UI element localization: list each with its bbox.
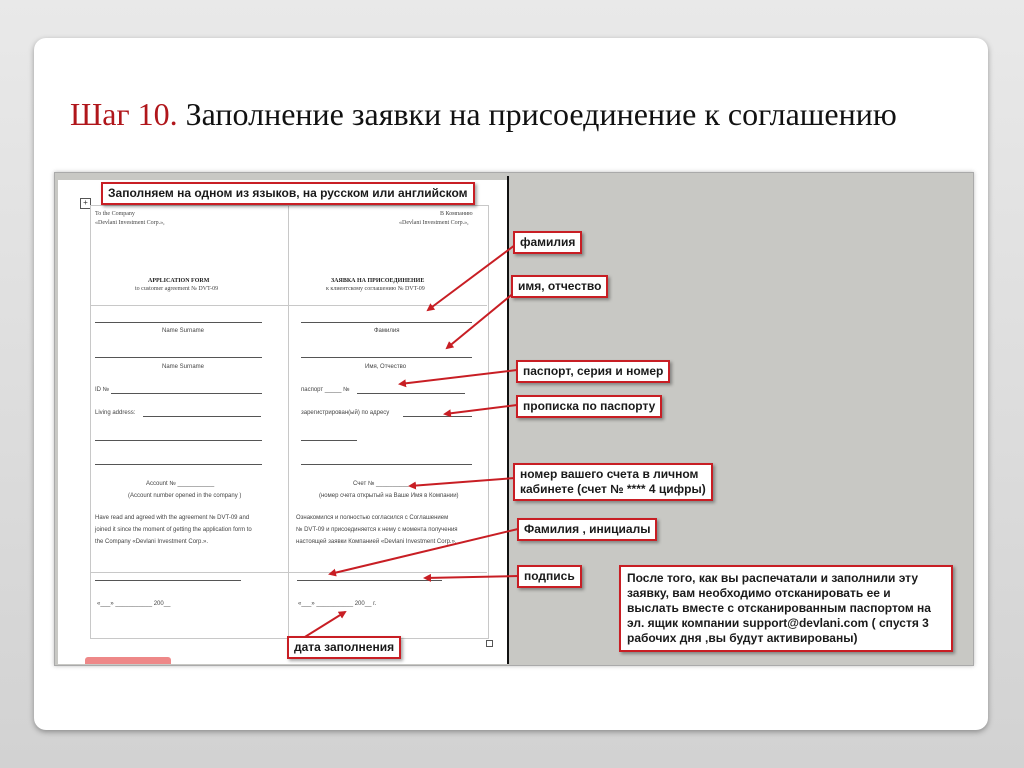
left-agree-2: joined it since the moment of getting the application form to	[95, 527, 252, 533]
left-name-surname-2: Name Surname	[162, 364, 205, 370]
left-account-note: (Account number opened in the company )	[128, 493, 242, 499]
right-agree-2: № DVT-09 и присоединяется к нему с момента получения	[296, 527, 458, 533]
callout-account-line-1: номер вашего счета в личном	[520, 467, 699, 481]
callout-name: имя, отчество	[511, 275, 608, 298]
right-agree-1: Ознакомился и полностью согласился с Соглашением	[296, 515, 449, 521]
right-company: «Devlani Investment Corp.»,	[399, 220, 469, 226]
left-line-signature	[95, 580, 241, 581]
right-line-address-2	[301, 440, 357, 441]
right-line-registered	[403, 416, 472, 417]
callout-surname: фамилия	[513, 231, 582, 254]
left-name-surname-1: Name Surname	[162, 328, 205, 334]
left-heading: APPLICATION FORM	[148, 278, 210, 284]
left-company: «Devlani Investment Corp.»,	[95, 220, 165, 226]
callout-account	[513, 463, 713, 501]
title-step: Шаг 10.	[70, 96, 178, 132]
left-to: To the Company	[95, 211, 135, 217]
left-account: Account № ___________	[146, 481, 215, 487]
left-line-surname	[95, 322, 262, 323]
callout-passport: паспорт, серия и номер	[516, 360, 670, 383]
right-account-note: (номер счета открытый на Ваше Имя в Компании)	[319, 493, 459, 499]
left-date: «___» ___________ 200__	[97, 601, 171, 607]
callout-instructions: После того, как вы распечатали и заполнили эту заявку, вам необходимо отсканировать ее и выслать вместе с отсканированным паспортом на эл. ящик компании support@devlani.com ( спустя 3 рабочих дня ,вы будут активированы)	[619, 565, 953, 652]
left-living: Living address:	[95, 410, 136, 416]
resize-handle-icon[interactable]	[486, 640, 493, 647]
left-line-address-2	[95, 440, 262, 441]
page-edge-divider	[507, 176, 509, 664]
form-row-divider	[90, 305, 487, 306]
right-subheading: к клиентскому соглашению № DVT-09	[326, 286, 425, 292]
slide-title	[70, 96, 970, 133]
left-line-name	[95, 357, 262, 358]
right-account: Счет № ___________	[353, 481, 413, 487]
left-line-address-3	[95, 464, 262, 465]
right-line-name	[301, 357, 472, 358]
callout-initials: Фамилия , инициалы	[517, 518, 657, 541]
callout-signature: подпись	[517, 565, 582, 588]
right-date: «___» ___________ 200__ г.	[298, 601, 377, 607]
right-line-passport	[357, 393, 465, 394]
right-line-address-3	[301, 464, 472, 465]
title-text: Заполнение заявки на присоединение к соглашению	[177, 96, 897, 132]
right-passport: паспорт _____ №	[301, 387, 350, 393]
scroll-marker	[85, 657, 171, 664]
form-table	[90, 205, 489, 639]
right-to: В Компанию	[440, 211, 473, 217]
left-agree-3: the Company «Devlani Investment Corp.».	[95, 539, 209, 545]
left-line-id	[111, 393, 262, 394]
callout-account-line-2: кабинете (счет № **** 4 цифры)	[520, 482, 706, 496]
left-subheading: to customer agreement № DVT-09	[135, 286, 219, 292]
left-line-living	[143, 416, 261, 417]
table-anchor-icon[interactable]: +	[80, 198, 91, 209]
form-row-divider	[90, 572, 487, 573]
callout-registration: прописка по паспорту	[516, 395, 662, 418]
right-surname: Фамилия	[374, 328, 400, 334]
callout-date: дата заполнения	[287, 636, 401, 659]
right-agree-3: настоящей заявки Компанией «Devlani Investment Corp.».	[296, 539, 457, 545]
left-agree-1: Have read and agreed with the agreement № DVT-09 and	[95, 515, 250, 521]
right-line-signature	[297, 580, 442, 581]
callout-language: Заполняем на одном из языков, на русском или английском	[101, 182, 475, 205]
left-id: ID №	[95, 387, 110, 393]
right-line-surname	[301, 322, 472, 323]
right-name-patronymic: Имя, Отчество	[365, 364, 407, 370]
right-heading: ЗАЯВКА НА ПРИСОЕДИНЕНИЕ	[331, 278, 425, 284]
right-registered: зарегистрирован(ый) по адресу	[301, 410, 390, 416]
